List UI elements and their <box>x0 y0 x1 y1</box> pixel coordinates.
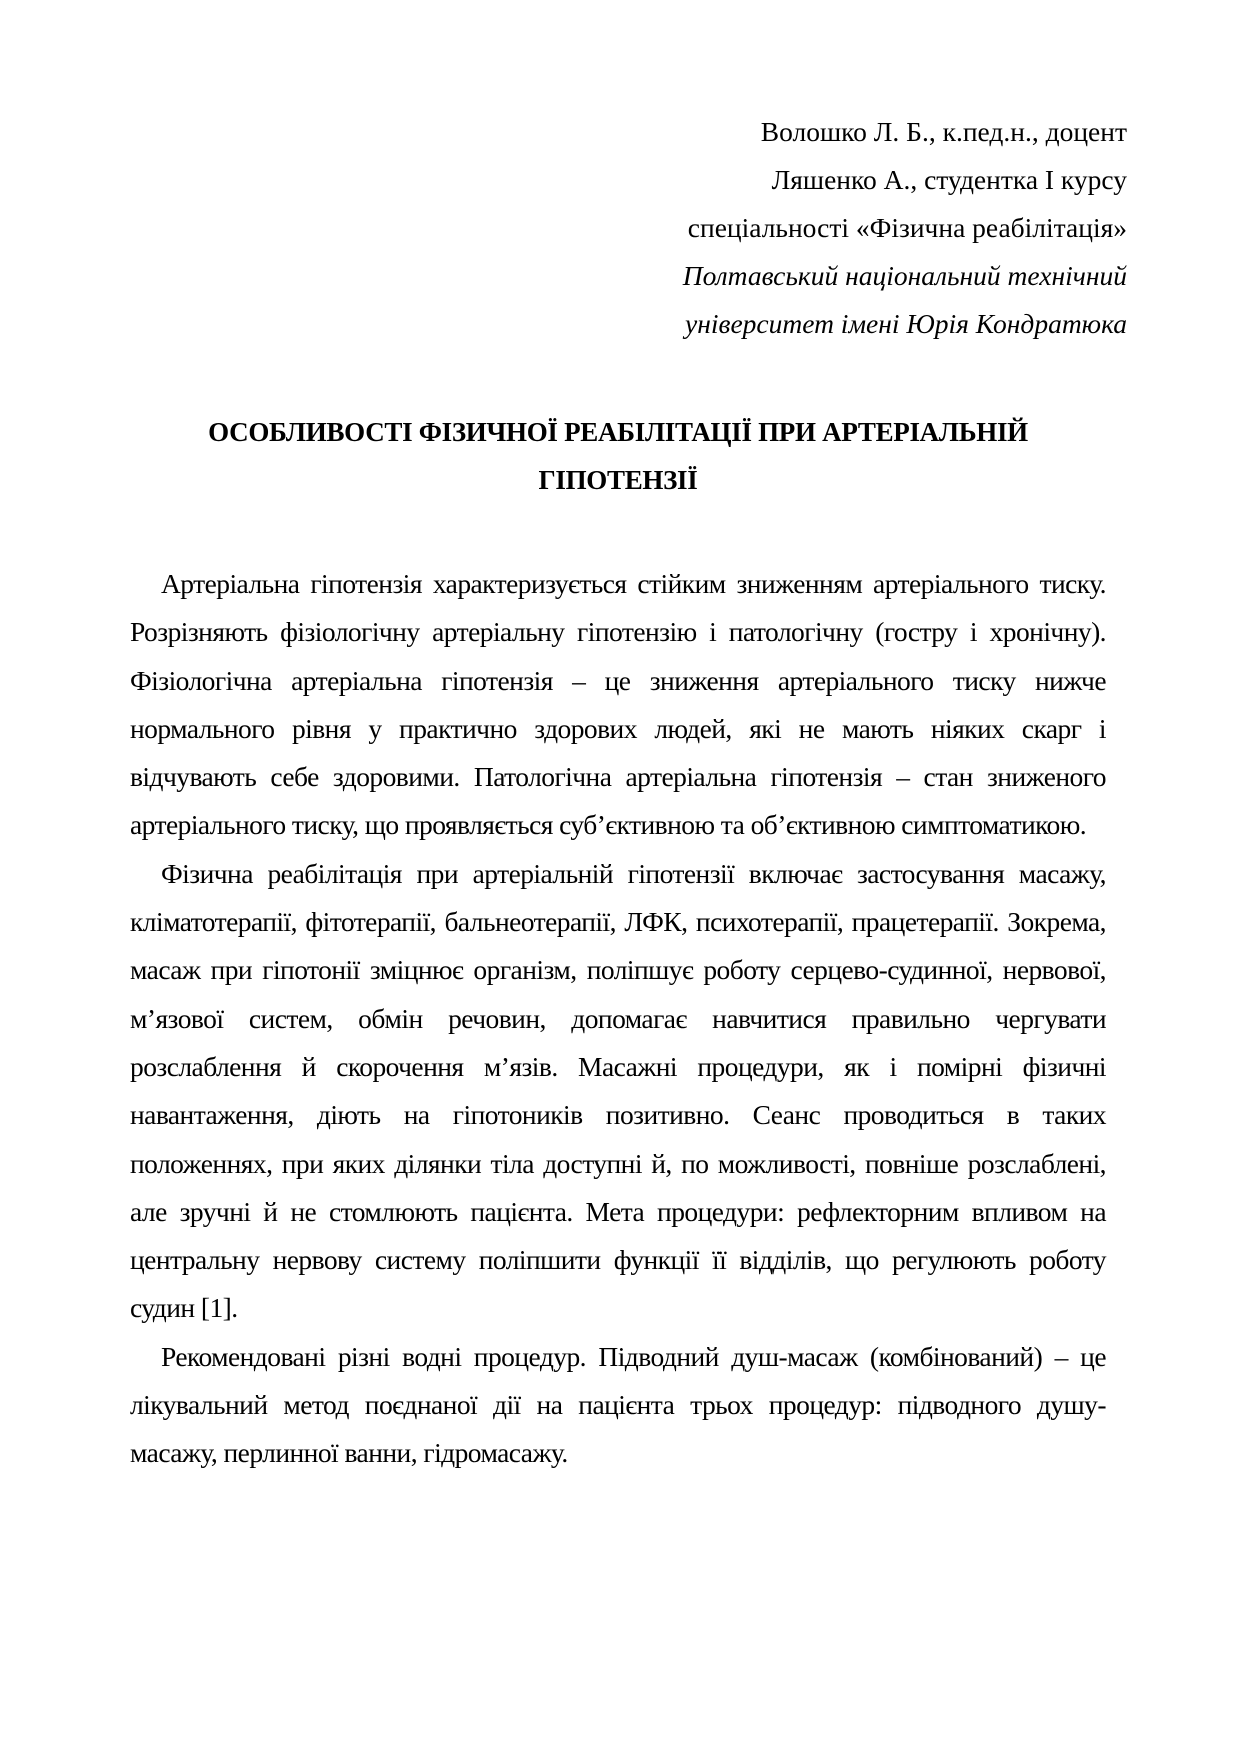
affiliation-line-2: університет імені Юрія Кондратюка <box>685 308 1127 339</box>
author-block <box>427 108 1127 348</box>
body-paragraph-3: Рекомендовані різні водні процедур. Підводний душ-масаж (комбінований) – це лікувальний метод поєднаної дії на пацієнта трьох процедур: підводного душу-масажу, перлинної ванни, гідромасажу. <box>130 1340 1106 1469</box>
article-title <box>130 408 1106 504</box>
title-line-1: ОСОБЛИВОСТІ ФІЗИЧНОЇ РЕАБІЛІТАЦІЇ ПРИ АРТЕРІАЛЬНІЙ <box>208 417 1028 447</box>
author-line-1: Волошко Л. Б., к.пед.н., доцент <box>760 116 1127 147</box>
body-paragraph-2: Фізична реабілітація при артеріальній гіпотензії включає застосування масажу, кліматотерапії, фітотерапії, бальнеотерапії, ЛФК, психотерапії, працетерапії. Зокрема, масаж при гіпотонії зміцнює організм, поліпшує роботу серцево-судинної, нервової, м’язової систем, обмін речовин, допомагає навчитися правильно чергувати розслаблення й скорочення м’язів. Масажні процедури, як і помірні фізичні навантаження, діють на гіпотоників позитивно. Сеанс проводиться в таких положеннях, при яких ділянки тіла доступні й, по можливості, повніше розслаблені, але зручні й не стомлюють пацієнта. Мета процедури: рефлекторним впливом на центральну нервову систему поліпшити функції її відділів, що регулюють роботу судин [1]. <box>130 857 1106 1324</box>
author-line-2: Ляшенко А., студентка І курсу <box>771 164 1127 195</box>
author-specialty-line: спеціальності «Фізична реабілітація» <box>687 212 1127 243</box>
affiliation-line-1: Полтавський національний технічний <box>682 260 1127 291</box>
title-line-2: ГІПОТЕНЗІЇ <box>538 465 698 495</box>
article-body <box>130 560 1106 1478</box>
body-paragraph-1: Артеріальна гіпотензія характеризується стійким зниженням артеріального тиску. Розрізняють фізіологічну артеріальну гіпотензію і патологічну (гостру і хронічну). Фізіологічна артеріальна гіпотензія – це зниження артеріального тиску нижче нормального рівня у практично здорових людей, які не мають ніяких скарг і відчувають себе здоровими. Патологічна артеріальна гіпотензія – стан зниженого артеріального тиску, що проявляється суб’єктивною та об’єктивною симптоматикою. <box>130 568 1106 841</box>
